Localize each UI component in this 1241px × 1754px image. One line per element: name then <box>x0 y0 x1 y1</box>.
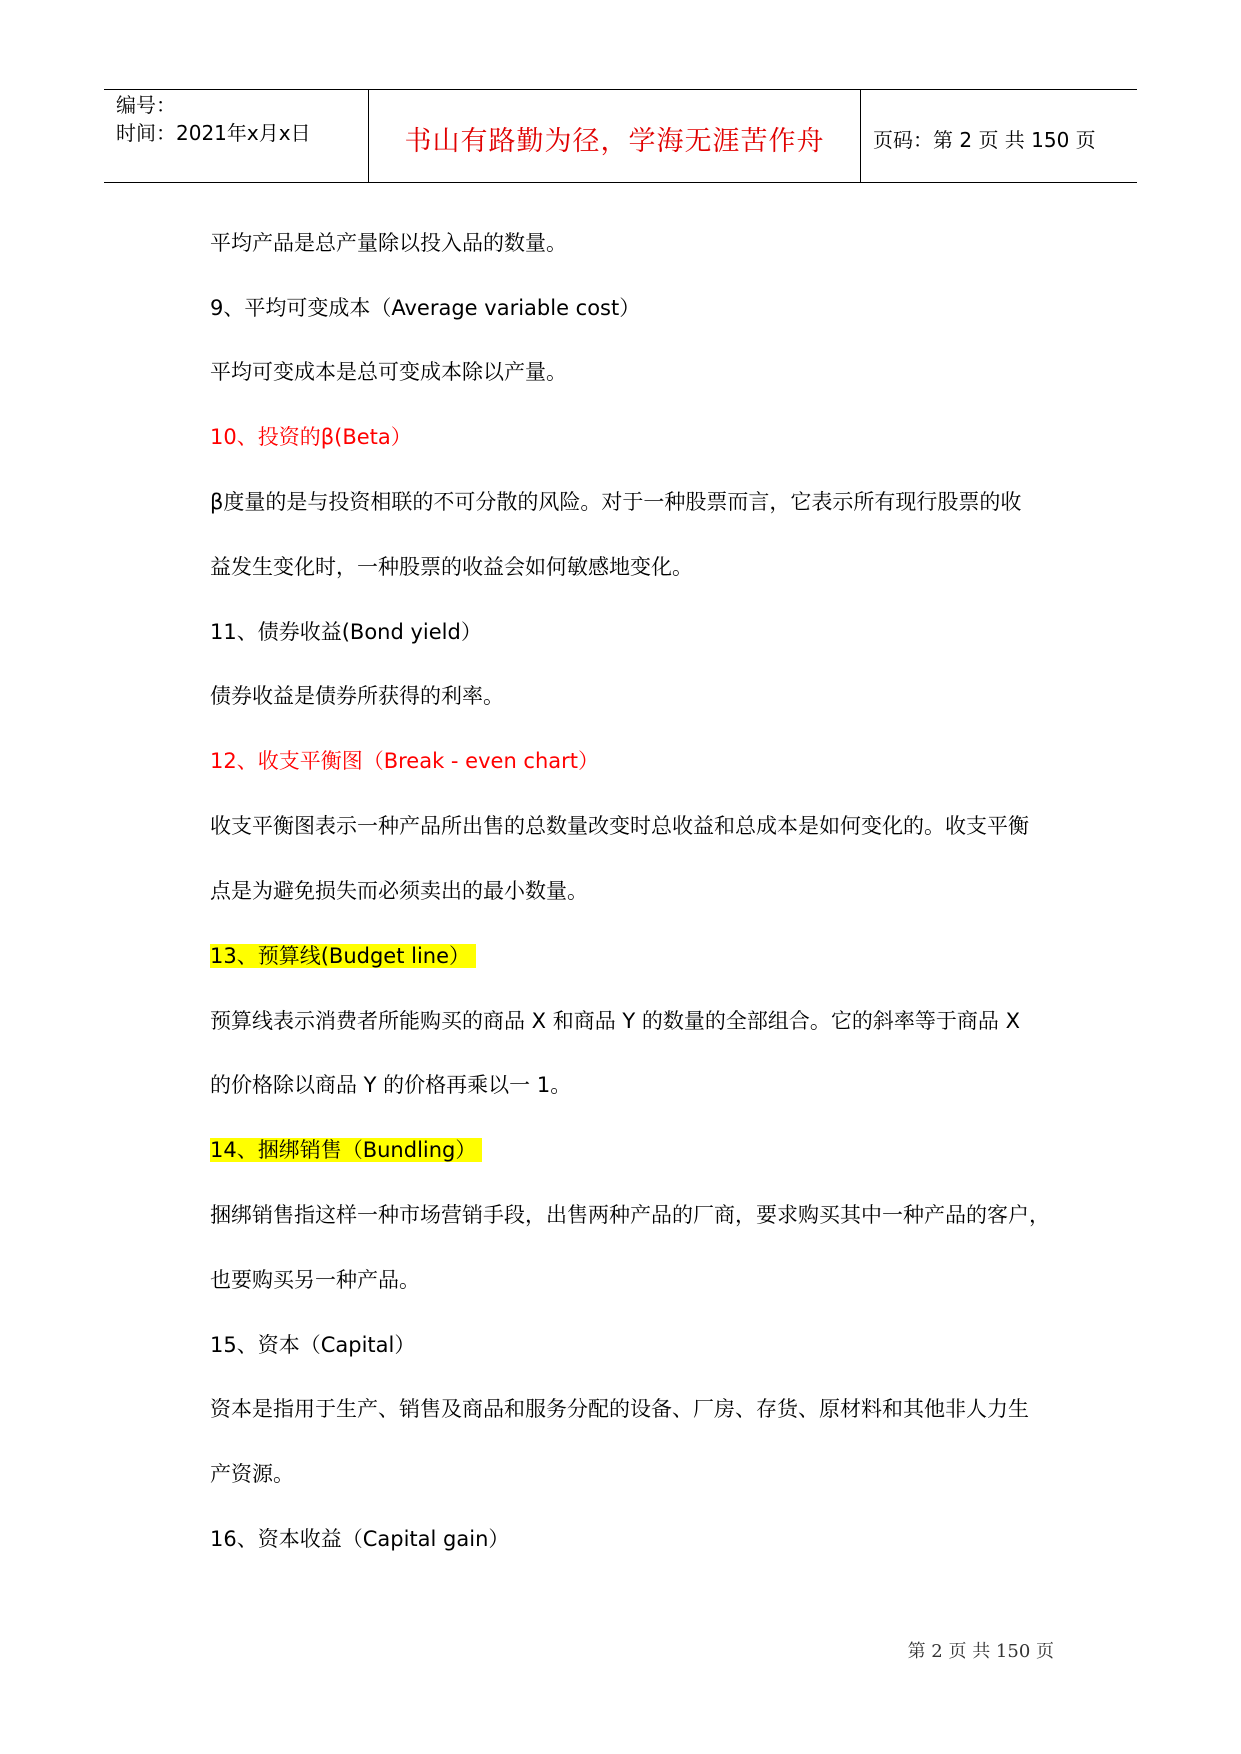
header-motto: 书山有路勤为径，学海无涯苦作舟 <box>404 126 825 157</box>
paragraph: β度量的是与投资相联的不可分散的风险。对于一种股票而言，它表示所有现行股票的收 <box>210 490 1022 514</box>
page-footer: 第 2 页 共 150 页 <box>907 1641 1054 1662</box>
header-right-cell <box>861 90 1137 182</box>
paragraph: 平均可变成本是总可变成本除以产量。 <box>210 360 567 384</box>
header-left-cell <box>104 90 369 182</box>
term-heading: 9、平均可变成本（Average variable cost） <box>210 296 641 320</box>
header-middle-cell <box>369 90 861 182</box>
header-page-info: 页码：第 2 页 共 150 页 <box>873 128 1096 152</box>
page-header <box>104 89 1137 183</box>
term-heading: 16、资本收益（Capital gain） <box>210 1527 510 1551</box>
term-heading-red: 10、投资的β(Beta） <box>210 425 412 449</box>
paragraph: 收支平衡图表示一种产品所出售的总数量改变时总收益和总成本是如何变化的。收支平衡 <box>210 814 1029 838</box>
paragraph: 平均产品是总产量除以投入品的数量。 <box>210 231 567 255</box>
number-label: 编号： <box>116 93 176 117</box>
highlighted-text: 13、预算线(Budget line） <box>210 944 476 968</box>
paragraph: 点是为避免损失而必须卖出的最小数量。 <box>210 879 588 903</box>
paragraph: 的价格除以商品 Y 的价格再乘以一 1。 <box>210 1073 572 1097</box>
paragraph: 益发生变化时，一种股票的收益会如何敏感地变化。 <box>210 555 693 579</box>
term-heading: 15、资本（Capital） <box>210 1333 416 1357</box>
paragraph: 债券收益是债券所获得的利率。 <box>210 684 504 708</box>
paragraph: 产资源。 <box>210 1462 294 1486</box>
highlighted-text: 14、捆绑销售（Bundling） <box>210 1138 482 1162</box>
paragraph: 捆绑销售指这样一种市场营销手段，出售两种产品的厂商，要求购买其中一种产品的客户， <box>210 1203 1050 1227</box>
term-heading-highlighted <box>210 941 476 971</box>
term-heading-highlighted <box>210 1135 482 1165</box>
term-heading-red: 12、收支平衡图（Break - even chart） <box>210 749 600 773</box>
term-heading: 11、债券收益(Bond yield） <box>210 620 482 644</box>
time-label: 时间：2021年x月x日 <box>116 121 311 145</box>
paragraph: 预算线表示消费者所能购买的商品 X 和商品 Y 的数量的全部组合。它的斜率等于商品 X <box>210 1009 1020 1033</box>
paragraph: 也要购买另一种产品。 <box>210 1268 420 1292</box>
paragraph: 资本是指用于生产、销售及商品和服务分配的设备、厂房、存货、原材料和其他非人力生 <box>210 1397 1029 1421</box>
